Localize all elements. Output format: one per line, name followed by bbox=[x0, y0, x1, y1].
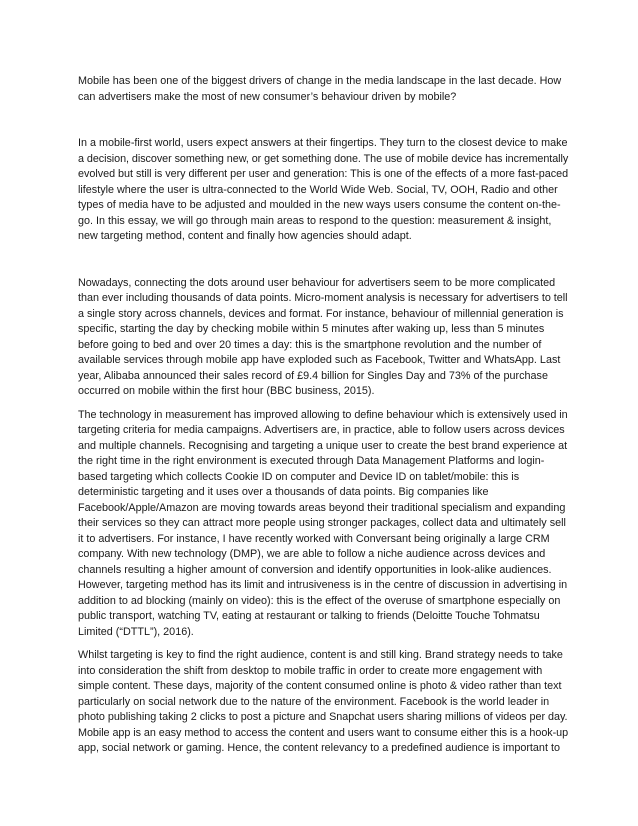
text-line: photo publishing taking 2 clicks to post a picture and Snapchat users sharing millions of videos per day. bbox=[78, 711, 568, 723]
text-line: Mobile has been one of the biggest drivers of change in the media landscape in the last decade. How bbox=[78, 75, 562, 87]
text-line: occurred on mobile within the first hour (BBC business, 2015). bbox=[78, 385, 375, 397]
text-line: a decision, discover something new, or get something done. The use of mobile device has incrementally bbox=[78, 152, 569, 165]
text-line: specific, starting the day by checking mobile within 5 minutes after waking up, less than 5 minutes bbox=[78, 323, 545, 335]
text-line: and multiple channels. Recognising and targeting a unique user to create the best brand experience at bbox=[78, 439, 568, 452]
text-line: addition to ad blocking (mainly on video): this is the effect of the overuse of smartphone especially on bbox=[78, 594, 561, 607]
document-body bbox=[78, 74, 569, 757]
text-line: Mobile app is an easy method to access the content and users want to consume either this is a hook-up bbox=[78, 726, 569, 739]
text-line: evolved but still is very different per user and generation: This is one of the effects of a more fast-paced bbox=[78, 168, 569, 180]
text-line: In a mobile-first world, users expect answers at their fingertips. They turn to the closest device to make bbox=[78, 137, 568, 149]
text-line: lifestyle where the user is ultra-connected to the World Wide Web. Social, TV, OOH, Radio and other bbox=[78, 183, 558, 196]
content-paragraph bbox=[78, 648, 569, 757]
text-line: Limited (“DTTL”), 2016). bbox=[78, 625, 194, 638]
text-line: deterministic targeting and it uses over a thousands of data points. Big companies like bbox=[78, 486, 489, 498]
essay-question bbox=[78, 74, 564, 105]
text-line: available services through mobile app have exploded such as Facebook, Twitter and WhatsApp. Last bbox=[78, 354, 561, 366]
text-line: the right time in the right environment is executed through Data Management Platforms and login- bbox=[78, 455, 545, 467]
technology-paragraph bbox=[78, 408, 568, 641]
intro-paragraph bbox=[78, 136, 569, 245]
text-line: can advertisers make the most of new consumer’s behaviour driven by mobile? bbox=[78, 90, 457, 103]
text-line: new targeting method, content and finally how agencies should adapt. bbox=[78, 230, 412, 242]
text-line: The technology in measurement has improved allowing to define behaviour which is extensively used in bbox=[78, 408, 568, 421]
text-line: public transport, watching TV, eating at restaurant or talking to friends (Deloitte Touche Tohmatsu bbox=[78, 610, 540, 622]
text-line: before going to bed and over 20 times a day: this is the smartphone revolution and the number of bbox=[78, 338, 542, 351]
text-line: Whilst targeting is key to find the right audience, content is and still king. Brand strategy needs to take bbox=[78, 649, 563, 661]
text-line: company. With new technology (DMP), we are able to follow a niche audience across devices and bbox=[78, 548, 546, 560]
text-line: a single story across channels, devices and format. For instance, behaviour of millennial generation is bbox=[78, 307, 564, 320]
text-line: it to advertisers. For instance, I have recently worked with Conversant being originally a large CRM bbox=[78, 532, 550, 545]
text-line: Facebook/Apple/Amazon are moving towards areas beyond their traditional specialism and expanding bbox=[78, 501, 566, 514]
text-line: year, Alibaba announced their sales record of £9.4 billion for Singles Day and 73% of the purchase bbox=[78, 369, 548, 382]
text-line: into consideration the shift from desktop to mobile traffic in order to create more engagement with bbox=[78, 664, 543, 677]
text-line: targeting criteria for media campaigns. Advertisers are, in practice, able to follow users across devices bbox=[78, 424, 565, 436]
text-line: However, targeting method has its limit and intrusiveness is in the centre of discussion in advertising in bbox=[78, 579, 568, 591]
text-line: go. In this essay, we will go through main areas to respond to the question: measurement & insight, bbox=[78, 214, 552, 227]
text-line: types of media have to be adjusted and moulded in the new ways users consume the content on-the- bbox=[78, 199, 561, 211]
text-line: their services so they can attract more people using stronger packages, collect data and ultimately sell bbox=[78, 517, 566, 529]
text-line: Nowadays, connecting the dots around user behaviour for advertisers seem to be more complicated bbox=[78, 276, 556, 289]
text-line: than ever including thousands of data points. Micro-moment analysis is necessary for advertisers to tell bbox=[78, 292, 568, 304]
text-line: simple content. These days, majority of the content consumed online is photo & video rather than text bbox=[78, 680, 562, 692]
text-line: particularly on social network due to the nature of the environment. Facebook is the world leader in bbox=[78, 695, 550, 708]
behaviour-paragraph bbox=[78, 276, 568, 400]
text-line: channels resulting a higher amount of conversion and identify opportunities in look-alike audiences. bbox=[78, 563, 552, 576]
text-line: app, social network or gaming. Hence, the content relevancy to a predefined audience is important to bbox=[78, 742, 560, 754]
text-line: based targeting which collects Cookie ID on computer and Device ID on tablet/mobile: this is bbox=[78, 470, 520, 483]
